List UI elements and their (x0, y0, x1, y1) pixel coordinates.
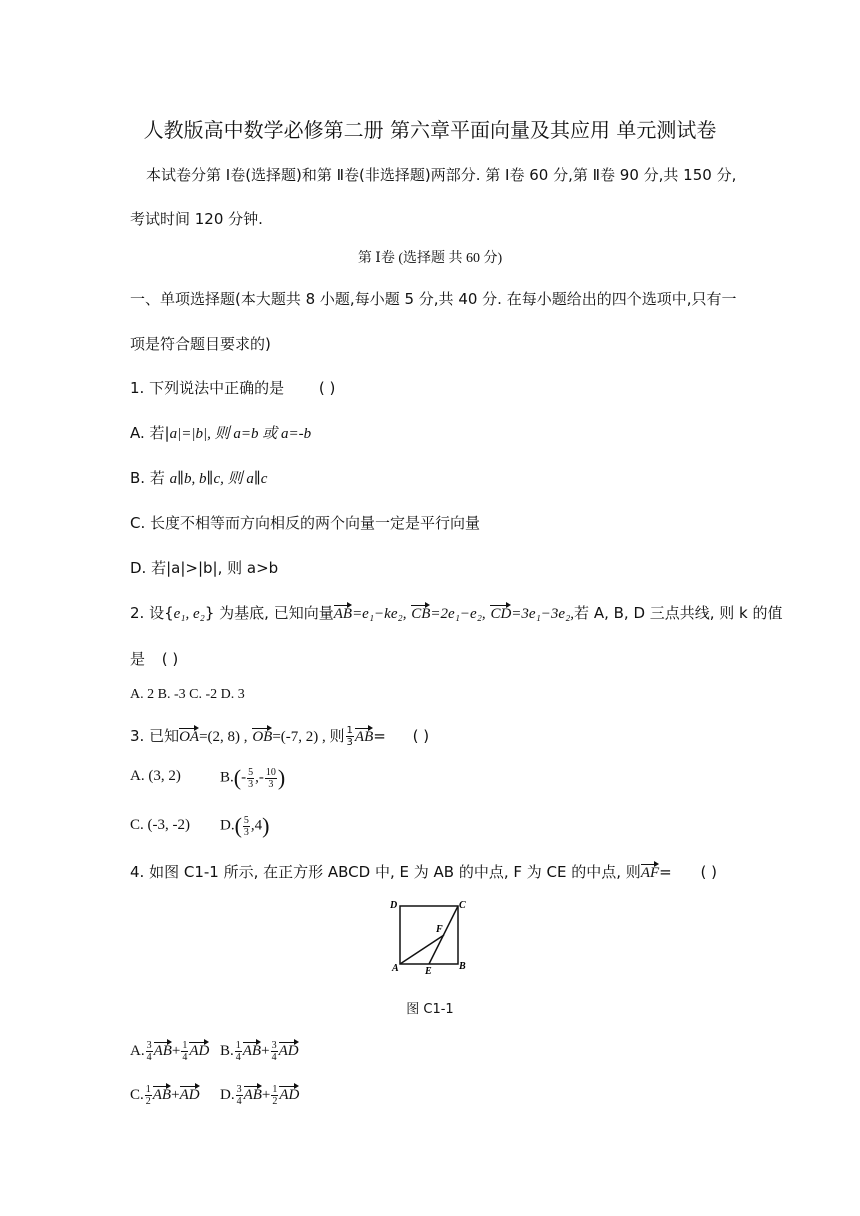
square-abcd (400, 906, 458, 964)
intro-line-2: 考试时间 120 分钟. (130, 210, 263, 228)
vector-cd: CD (490, 606, 512, 622)
q4-text: 4. 如图 C1-1 所示, 在正方形 ABCD 中, E 为 AB 的中点, F 为 CE 的中点, 则 (130, 863, 641, 881)
label-c: C (459, 900, 466, 911)
segment-ec (429, 906, 458, 964)
question-1-option-a (130, 422, 311, 443)
option-b-prefix: B. 若 (130, 469, 170, 487)
option-d-prefix: D. (220, 817, 235, 834)
q2-text-b: } 为基底, 已知向量 (204, 604, 334, 622)
question-4-answer-paren: ( ) (700, 863, 717, 881)
question-3-option-c: C. (-3, -2) (130, 817, 190, 833)
q3-text-b: = (373, 727, 386, 745)
section-one-line-2: 项是符合题目要求的) (130, 335, 271, 353)
document-title: 人教版高中数学必修第二册 第六章平面向量及其应用 单元测试卷 (143, 118, 717, 142)
option-b-prefix: B. (220, 769, 234, 786)
question-2-answer-paren: ( ) (161, 650, 179, 668)
vector-oa: OA (179, 729, 200, 745)
fraction-one-third: $\frac{1}{3}$ (346, 725, 353, 748)
question-3-option-a: A. (3, 2) (130, 768, 181, 784)
question-1-stem (130, 377, 335, 398)
question-4-option-d: D. $\frac{3}{4}$ AB+ $\frac{1}{2}$ AD (220, 1084, 300, 1107)
vector-ab: AB (333, 606, 353, 622)
option-a-math: a|=|b|, 则 a=b 或 a=-b (169, 426, 312, 442)
intro-line-1: 本试卷分第 Ⅰ卷(选择题)和第 Ⅱ卷(非选择题)两部分. 第 Ⅰ卷 60 分,第 Ⅱ卷 90 分,共 150 分, (146, 166, 737, 184)
label-d: D (390, 900, 398, 911)
label-b: B (459, 961, 466, 972)
q2-basis: e₁, e₂ (173, 606, 205, 622)
q2-text-d: 是 (130, 650, 146, 668)
vector-af: AF (640, 865, 660, 881)
question-3-stem (130, 725, 429, 748)
q3-oa-expr: =(2, 8) , (199, 729, 248, 745)
q2-ab-expr: =e₁−ke₂, (352, 606, 407, 622)
question-4-stem (130, 861, 717, 882)
question-2-options: A. 2 B. -3 C. -2 D. 3 (130, 687, 245, 702)
question-3-answer-paren: ( ) (412, 727, 430, 745)
part-one-header: 第 Ⅰ卷 (选择题 共 60 分) (357, 251, 503, 266)
vector-ob: OB (252, 729, 273, 745)
question-2-stem-cont (130, 648, 178, 669)
option-b-math: a∥b, b∥c, 则 a∥c (169, 471, 268, 487)
option-a-prefix: A. 若| (130, 424, 170, 442)
question-4-option-a: A. $\frac{3}{4}$ AB+ $\frac{1}{4}$ AD (130, 1040, 210, 1063)
question-1-option-d: D. 若|a|>|b|, 则 a>b (130, 559, 279, 577)
segment-af (400, 935, 444, 964)
figure-caption: 图 C1-1 (406, 1002, 454, 1017)
question-1-option-c: C. 长度不相等而方向相反的两个向量一定是平行向量 (130, 514, 481, 532)
question-1-option-b (130, 467, 267, 488)
label-f: F (436, 924, 443, 935)
question-1-text: 1. 下列说法中正确的是 (130, 379, 285, 397)
fraction-b2: $\frac{10}{3}$ (265, 766, 276, 790)
fraction-d1: $\frac{5}{3}$ (243, 814, 249, 838)
question-3-option-d: D.( $\frac{5}{3}$ ,4) (220, 813, 270, 838)
q2-cd-expr: =3e₁−3e₂, (511, 606, 575, 622)
question-1-answer-paren: ( ) (318, 379, 336, 397)
question-3-option-b: B.(- $\frac{5}{3}$ ,- $\frac{10}{3}$ ) (220, 765, 286, 790)
label-e: E (425, 966, 432, 976)
q4-eq: = (659, 863, 672, 881)
q2-cb-expr: =2e₁−e₂, (430, 606, 486, 622)
q3-ob-expr: =(-7, 2) , 则 (272, 729, 345, 745)
vector-ab: AB (354, 729, 374, 745)
section-one-line-1: 一、单项选择题(本大题共 8 小题,每小题 5 分,共 40 分. 在每小题给出的四个选项中,只有一 (130, 290, 737, 308)
vector-cb: CB (411, 606, 431, 622)
question-2-stem (130, 602, 783, 623)
question-4-option-c: C. $\frac{1}{2}$ AB+AD (130, 1084, 200, 1107)
square-figure (390, 896, 470, 976)
label-a: A (392, 963, 399, 974)
question-4-option-b: B. $\frac{1}{4}$ AB+ $\frac{3}{4}$ AD (220, 1040, 299, 1063)
q3-text-a: 3. 已知 (130, 727, 180, 745)
q2-text-a: 2. 设{ (130, 604, 174, 622)
fraction-b1: $\frac{5}{3}$ (248, 766, 254, 790)
q2-text-c: 若 A, B, D 三点共线, 则 k 的值 (574, 604, 783, 622)
